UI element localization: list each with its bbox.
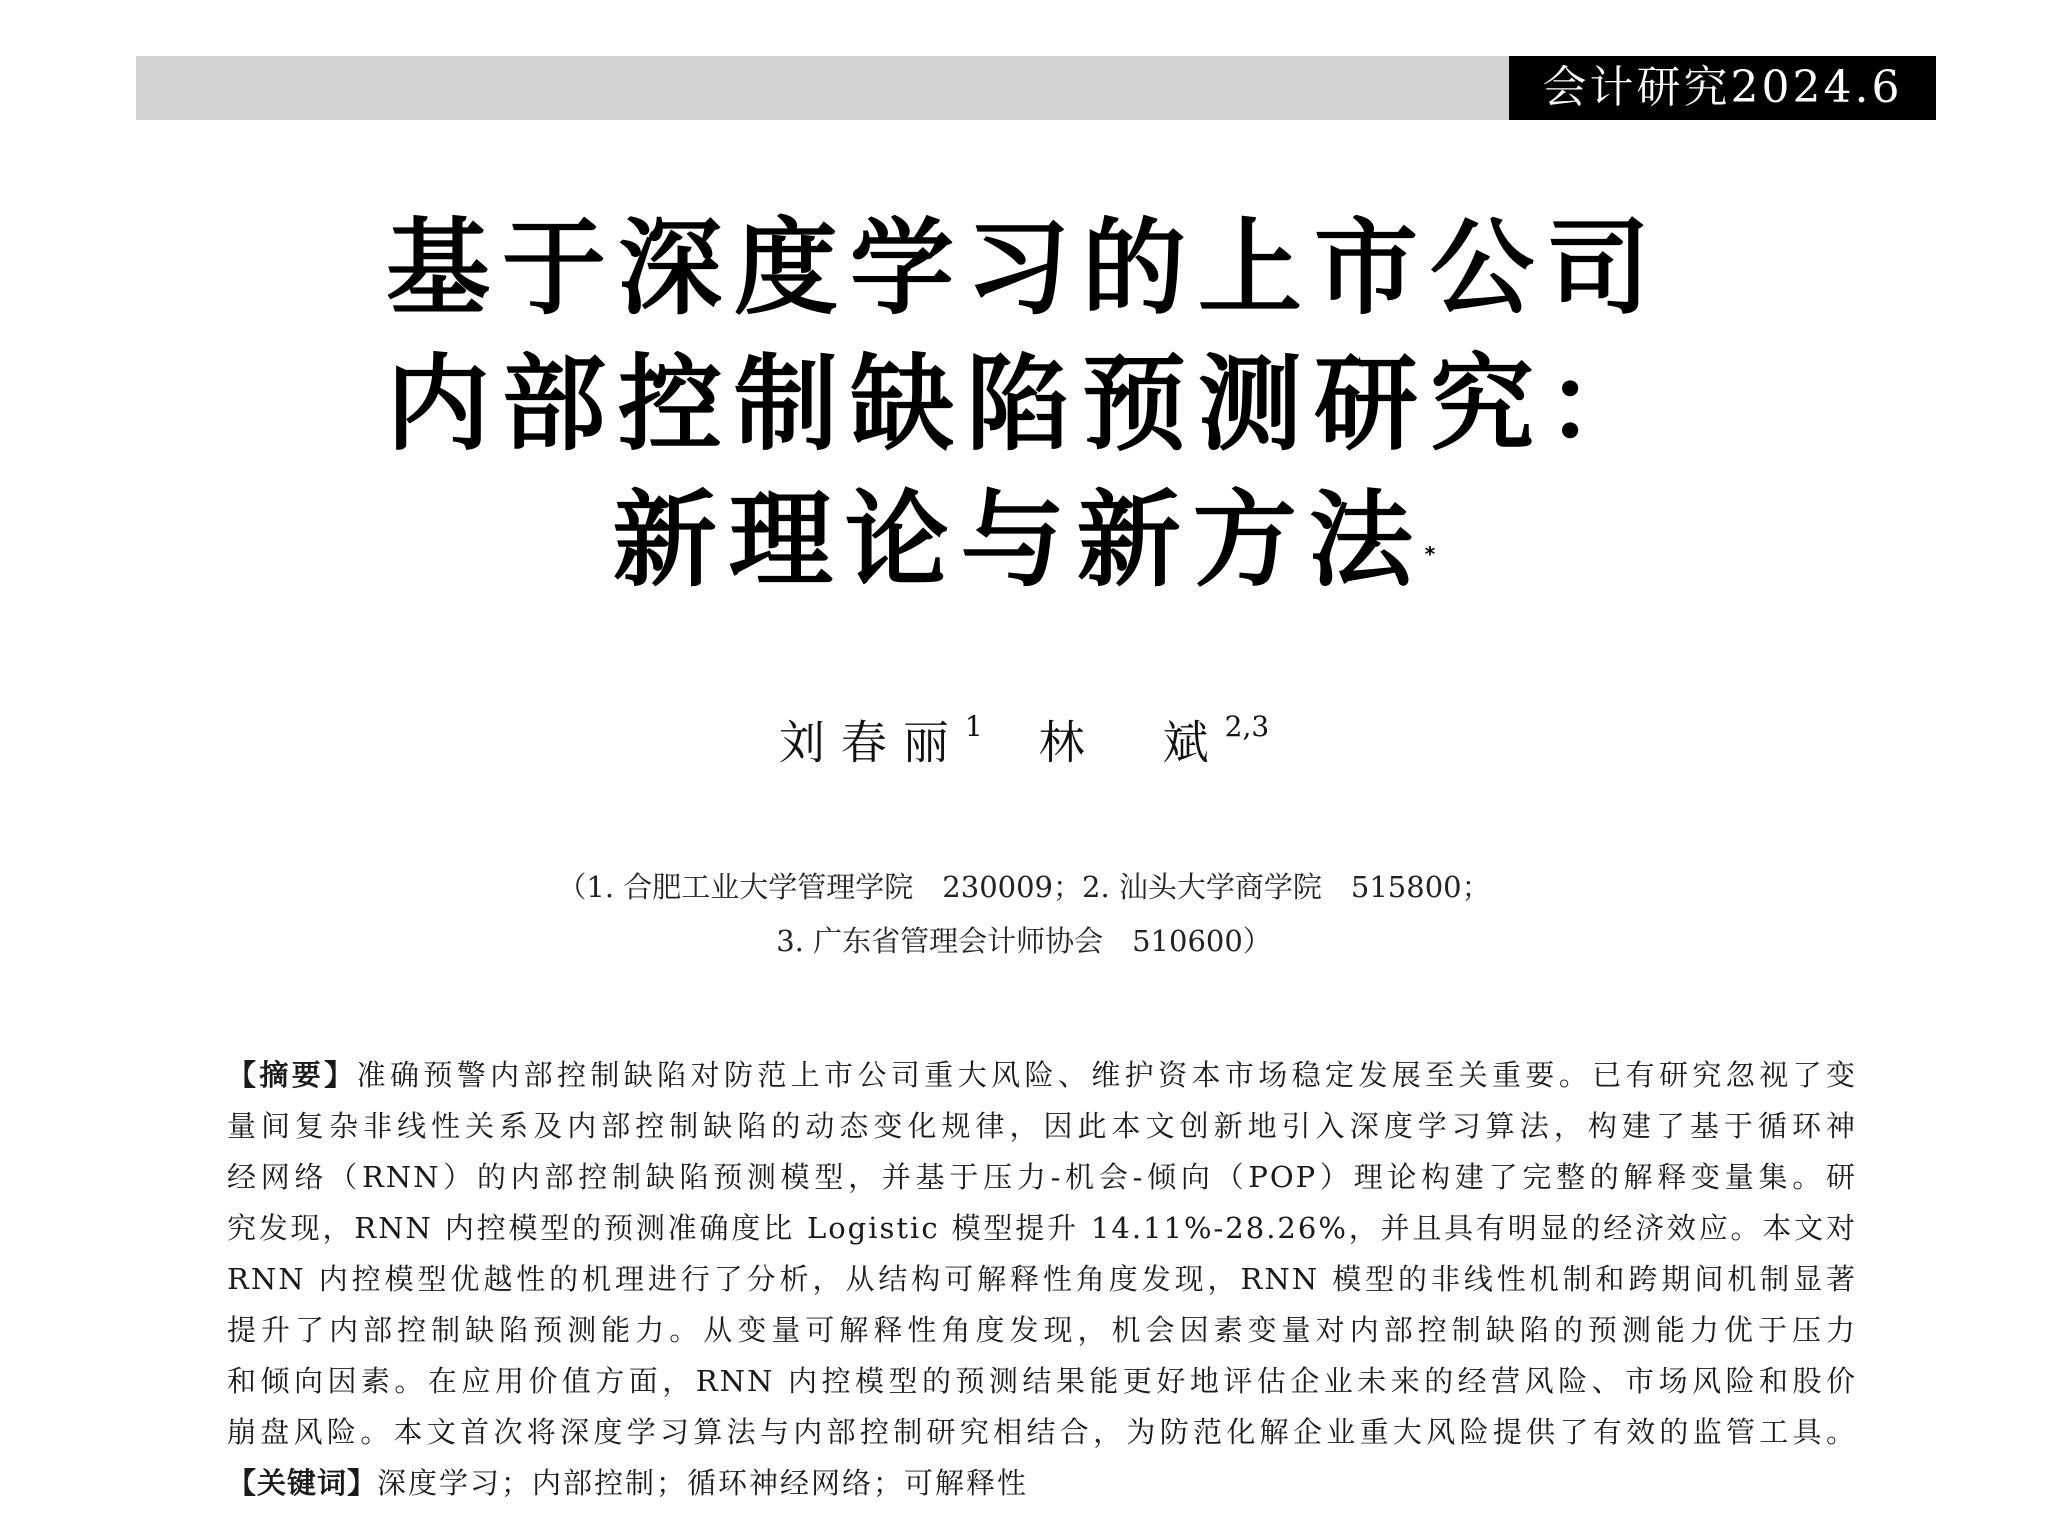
author-2-affiliation-mark: 2,3 (1224, 710, 1270, 743)
affiliation-line-2: 3. 广东省管理会计师协会 510600） (776, 924, 1272, 958)
abstract-line-4: 究发现，RNN 内控模型的预测准确度比 Logistic 模型提升 14.11%-28.26%，并且具有明显的经济效应。本文对 (227, 1211, 1857, 1245)
affiliations (0, 860, 2048, 968)
abstract-line-8: 崩盘风险。本文首次将深度学习算法与内部控制研究相结合，为防范化解企业重大风险提供了有效的监管工具。 (227, 1415, 1857, 1449)
title-line-3-text: 新理论与新方法 (612, 479, 1425, 601)
author-1 (779, 698, 983, 777)
abstract-line-6: 提升了内部控制缺陷预测能力。从变量可解释性角度发现，机会因素变量对内部控制缺陷的预测能力优于压力 (227, 1313, 1857, 1347)
title-line-1: 基于深度学习的上市公司 (385, 207, 1662, 329)
journal-header-bar (136, 56, 1936, 120)
author-2-name: 林 斌 (1038, 715, 1225, 770)
title-footnote-mark: * (1424, 542, 1436, 566)
keywords-line (227, 1458, 1857, 1509)
journal-issue-badge: 会计研究2024.6 (1509, 56, 1936, 120)
keywords-text: 深度学习；内部控制；循环神经网络；可解释性 (377, 1466, 1029, 1500)
keywords-label: 【关键词】 (227, 1466, 378, 1500)
abstract-line-5: RNN 内控模型优越性的机理进行了分析，从结构可解释性角度发现，RNN 模型的非线性机制和跨期间机制显著 (227, 1262, 1857, 1296)
abstract-block (227, 1050, 1857, 1509)
abstract-text-1: 准确预警内部控制缺陷对防范上市公司重大风险、维护资本市场稳定发展至关重要。已有研究忽视了变 (356, 1058, 1857, 1092)
abstract-line-2: 量间复杂非线性关系及内部控制缺陷的动态变化规律，因此本文创新地引入深度学习算法，构建了基于循环神 (227, 1109, 1857, 1143)
title-line-3 (0, 472, 2048, 608)
author-1-name: 刘春丽 (778, 715, 965, 770)
title-line-2: 内部控制缺陷预测研究： (385, 343, 1662, 465)
author-1-affiliation-mark: 1 (964, 710, 983, 743)
abstract-line-1 (227, 1050, 1857, 1101)
abstract-line-3: 经网络（RNN）的内部控制缺陷预测模型，并基于压力-机会-倾向（POP）理论构建了完整的解释变量集。研 (227, 1160, 1857, 1194)
affiliation-line-1: （1. 合肥工业大学管理学院 230009；2. 汕头大学商学院 515800； (557, 870, 1491, 904)
author-list (0, 698, 2048, 777)
author-2 (1039, 698, 1270, 777)
paper-title (0, 200, 2048, 608)
abstract-line-7: 和倾向因素。在应用价值方面，RNN 内控模型的预测结果能更好地评估企业未来的经营风险、市场风险和股价 (227, 1364, 1857, 1398)
abstract-label: 【摘要】 (227, 1058, 357, 1092)
